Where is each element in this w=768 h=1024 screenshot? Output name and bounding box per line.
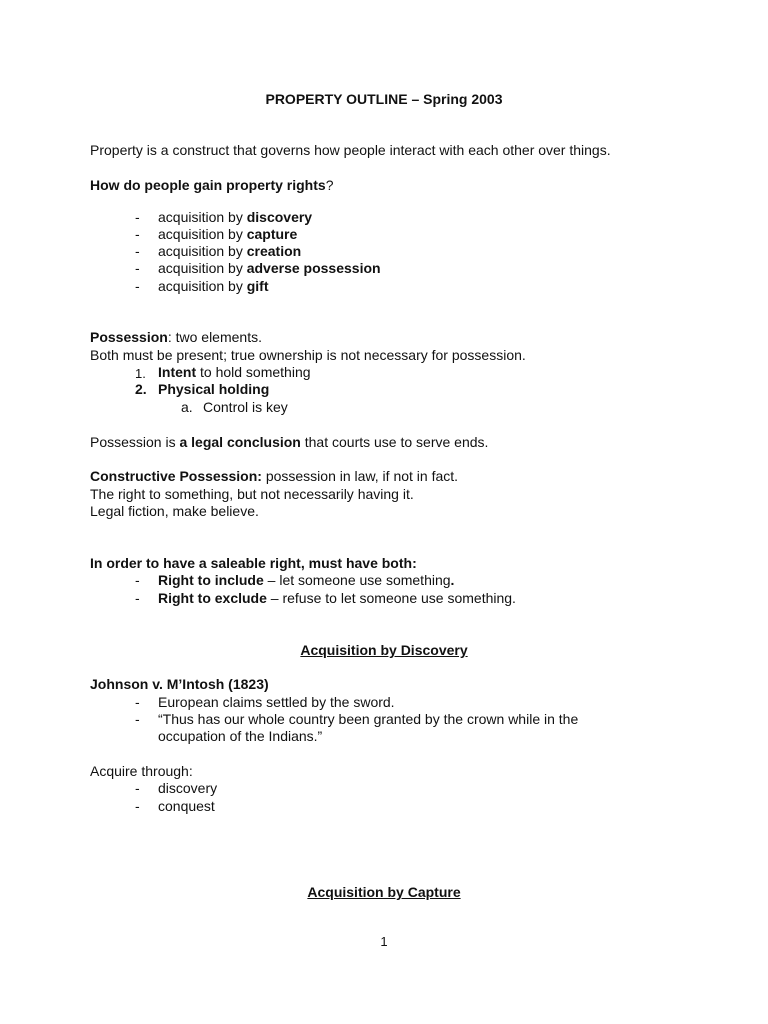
possession-heading — [90, 329, 262, 346]
possession-line2: Both must be present; true ownership is not necessary for possession. — [90, 347, 526, 363]
constructive-line3: Legal fiction, make believe. — [90, 503, 259, 519]
list-item-prefix: acquisition by — [158, 226, 247, 242]
list-item-term: creation — [246, 243, 302, 259]
list-item-term: gift — [246, 278, 269, 294]
constructive-heading — [90, 468, 458, 485]
right-rest: – let someone use something — [263, 572, 451, 588]
list-item-prefix: acquisition by — [158, 243, 247, 259]
constructive-term: Constructive Possession: — [90, 468, 262, 484]
possession-heading-rest: : two elements. — [167, 329, 262, 345]
page-number: 1 — [380, 934, 388, 949]
bullet-dash: - — [135, 798, 140, 814]
bullet-dash: - — [135, 711, 140, 727]
right-rest: – refuse to let someone use something. — [266, 590, 516, 606]
gain-question — [90, 177, 333, 194]
case-title: Johnson v. M’Intosh (1823) — [90, 676, 269, 692]
list-item-prefix: acquisition by — [158, 209, 247, 225]
acquire-heading: Acquire through: — [90, 763, 193, 779]
element-intent — [158, 364, 311, 381]
bullet-dash: - — [135, 226, 140, 242]
bullet-dash: - — [135, 780, 140, 796]
bullet-dash: - — [135, 260, 140, 276]
list-item-adverse-possession — [158, 260, 381, 277]
element-term: Physical holding — [158, 381, 270, 397]
bullet-dash: - — [135, 209, 140, 225]
list-item-gift — [158, 278, 268, 295]
right-to-exclude — [158, 590, 516, 607]
list-item-capture — [158, 226, 297, 243]
list-item-prefix: acquisition by — [158, 278, 247, 294]
bullet-dash: - — [135, 278, 140, 294]
acquire-item: discovery — [158, 780, 218, 796]
bullet-dash: - — [135, 590, 140, 606]
right-term: Right to include — [158, 572, 264, 588]
case-point: European claims settled by the sword. — [158, 694, 395, 710]
possession-term: Possession — [90, 329, 168, 345]
bullet-dash: - — [135, 243, 140, 259]
list-item-term: discovery — [246, 209, 313, 225]
case-quote: “Thus has our whole country been granted by the crown while in the — [158, 711, 579, 727]
right-to-include — [158, 572, 454, 589]
bullet-dash: - — [135, 694, 140, 710]
sub-item-control: Control is key — [203, 399, 288, 415]
gain-question-bold: How do people gain property rights — [90, 177, 326, 193]
list-item-discovery — [158, 209, 312, 226]
case-quote-continued: occupation of the Indians.” — [158, 728, 323, 744]
list-item-prefix: acquisition by — [158, 260, 247, 276]
element-term: Intent — [158, 364, 197, 380]
list-number: 2. — [135, 381, 147, 397]
section-heading-discovery: Acquisition by Discovery — [300, 642, 468, 658]
section-heading-capture: Acquisition by Capture — [307, 884, 461, 900]
legal-post: that courts use to serve ends. — [300, 434, 489, 450]
list-item-creation — [158, 243, 301, 260]
gain-question-mark: ? — [325, 177, 334, 193]
element-physical-holding — [158, 381, 269, 398]
list-item-term: adverse possession — [246, 260, 381, 276]
legal-term: a legal conclusion — [179, 434, 301, 450]
intro-paragraph: Property is a construct that governs how people interact with each other over things. — [90, 142, 611, 158]
saleable-heading: In order to have a saleable right, must have both: — [90, 555, 417, 571]
right-end: . — [450, 572, 455, 588]
list-item-term: capture — [246, 226, 298, 242]
bullet-dash: - — [135, 572, 140, 588]
legal-conclusion-line — [90, 434, 488, 451]
page-title: PROPERTY OUTLINE – Spring 2003 — [265, 91, 503, 107]
element-rest: to hold something — [196, 364, 311, 380]
constructive-line2: The right to something, but not necessarily having it. — [90, 486, 414, 502]
legal-pre: Possession is — [90, 434, 180, 450]
acquire-item: conquest — [158, 798, 215, 814]
constructive-heading-rest: possession in law, if not in fact. — [261, 468, 459, 484]
sub-letter: a. — [181, 399, 193, 415]
list-number: 1. — [135, 366, 146, 381]
right-term: Right to exclude — [158, 590, 267, 606]
